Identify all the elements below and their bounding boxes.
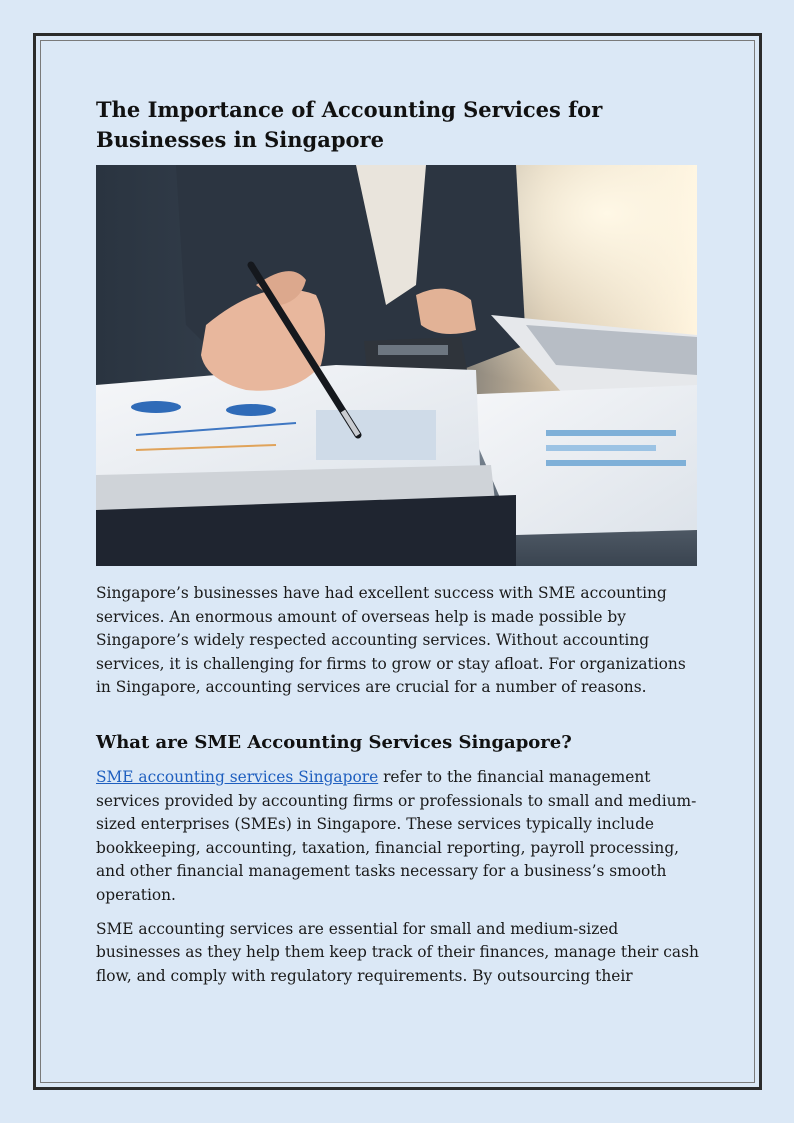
benefits-paragraph: SME accounting services are essential for small and medium-sized businesses as they help them keep track of their finances, manage their cash flow, and comply with regulatory requirements. By outsourcing their [96, 919, 699, 985]
sme-accounting-link[interactable]: SME accounting services Singapore [96, 767, 379, 786]
article [96, 95, 700, 988]
section-heading: What are SME Accounting Services Singapore? [96, 731, 572, 753]
definition-text: refer to the financial management services provided by accounting firms or professionals to small and medium-sized enterprises (SMEs) in Singapore. These services typically include bookkeeping, accounting, taxation, financial reporting, payroll processing, and other financial management tasks necessary for a business’s smooth operation. [96, 767, 697, 904]
intro-paragraph: Singapore’s businesses have had excellent success with SME accounting services. An enormous amount of overseas help is made possible by Singapore’s widely respected accounting services. Without accounting services, it is challenging for firms to grow or stay afloat. For organizations in Singapore, accounting services are crucial for a number of reasons. [96, 584, 686, 697]
hero-image [96, 165, 697, 566]
article-title: The Importance of Accounting Services for Businesses in Singapore [96, 97, 603, 152]
definition-paragraph [96, 766, 700, 908]
